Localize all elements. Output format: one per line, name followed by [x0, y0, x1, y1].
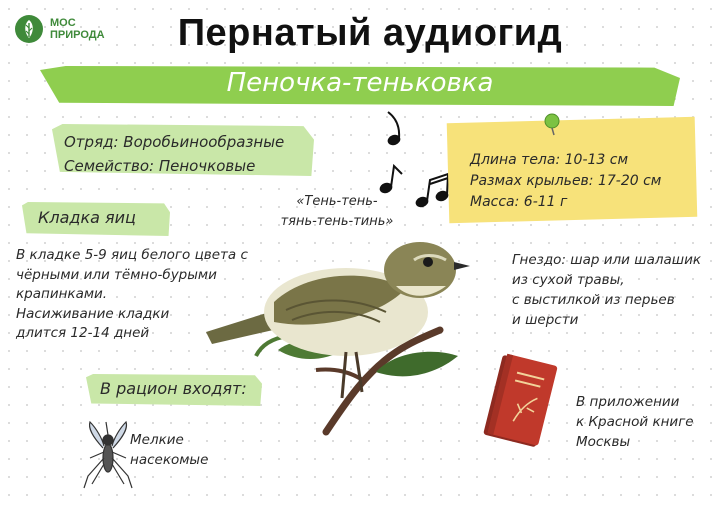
redbook-line: Москвы [576, 434, 631, 450]
mass-label: Масса: 6-11 г [470, 194, 568, 210]
insects-line: Мелкие [130, 432, 184, 448]
clutch-title: Кладка яиц [38, 208, 136, 227]
mosquito-icon [82, 418, 134, 490]
clutch-line: длится 12-14 дней [16, 325, 150, 341]
clutch-line: чёрными или тёмно-бурыми [16, 266, 217, 283]
logo-icon [14, 14, 44, 44]
logo-line2: ПРИРОДА [50, 29, 105, 41]
clutch-line: Насиживание кладки [16, 305, 170, 322]
song-line: «Тень-тень- [296, 194, 378, 209]
logo-text [50, 17, 105, 41]
redbook-text [576, 392, 716, 452]
nest-line: и шерсти [512, 312, 579, 328]
measurements-text [470, 150, 661, 213]
clutch-line: крапинками. [16, 286, 108, 302]
wingspan-label: Размах крыльев: 17-20 см [470, 173, 662, 189]
push-pin-icon [540, 112, 564, 136]
insects-line: насекомые [130, 452, 209, 468]
insects-text [130, 430, 208, 470]
nest-text [512, 250, 712, 330]
diet-title: В рацион входят: [100, 379, 247, 398]
length-label: Длина тела: 10-13 см [470, 152, 629, 168]
nest-line: Гнездо: шар или шалашик [512, 252, 702, 268]
nest-line: с выстилкой из перьев [512, 292, 675, 308]
taxonomy-block [64, 130, 284, 178]
logo [14, 14, 105, 44]
order-label: Отряд: Воробьинообразные [64, 133, 285, 151]
page-title: Пернатый аудиогид [177, 12, 563, 54]
nest-line: из сухой травы, [512, 272, 625, 288]
family-label: Семейство: Пеночковые [64, 157, 256, 175]
species-name: Пеночка-теньковка [226, 68, 494, 98]
redbook-line: к Красной книге [576, 414, 694, 430]
logo-line1: МОС [50, 17, 76, 29]
redbook-line: В приложении [576, 394, 680, 410]
bird-illustration [196, 232, 482, 440]
clutch-line: В кладке 5-9 яиц белого цвета с [16, 247, 248, 263]
red-book-icon [478, 352, 560, 452]
song-text [262, 192, 412, 232]
song-line: тянь-тень-тинь» [280, 214, 394, 229]
